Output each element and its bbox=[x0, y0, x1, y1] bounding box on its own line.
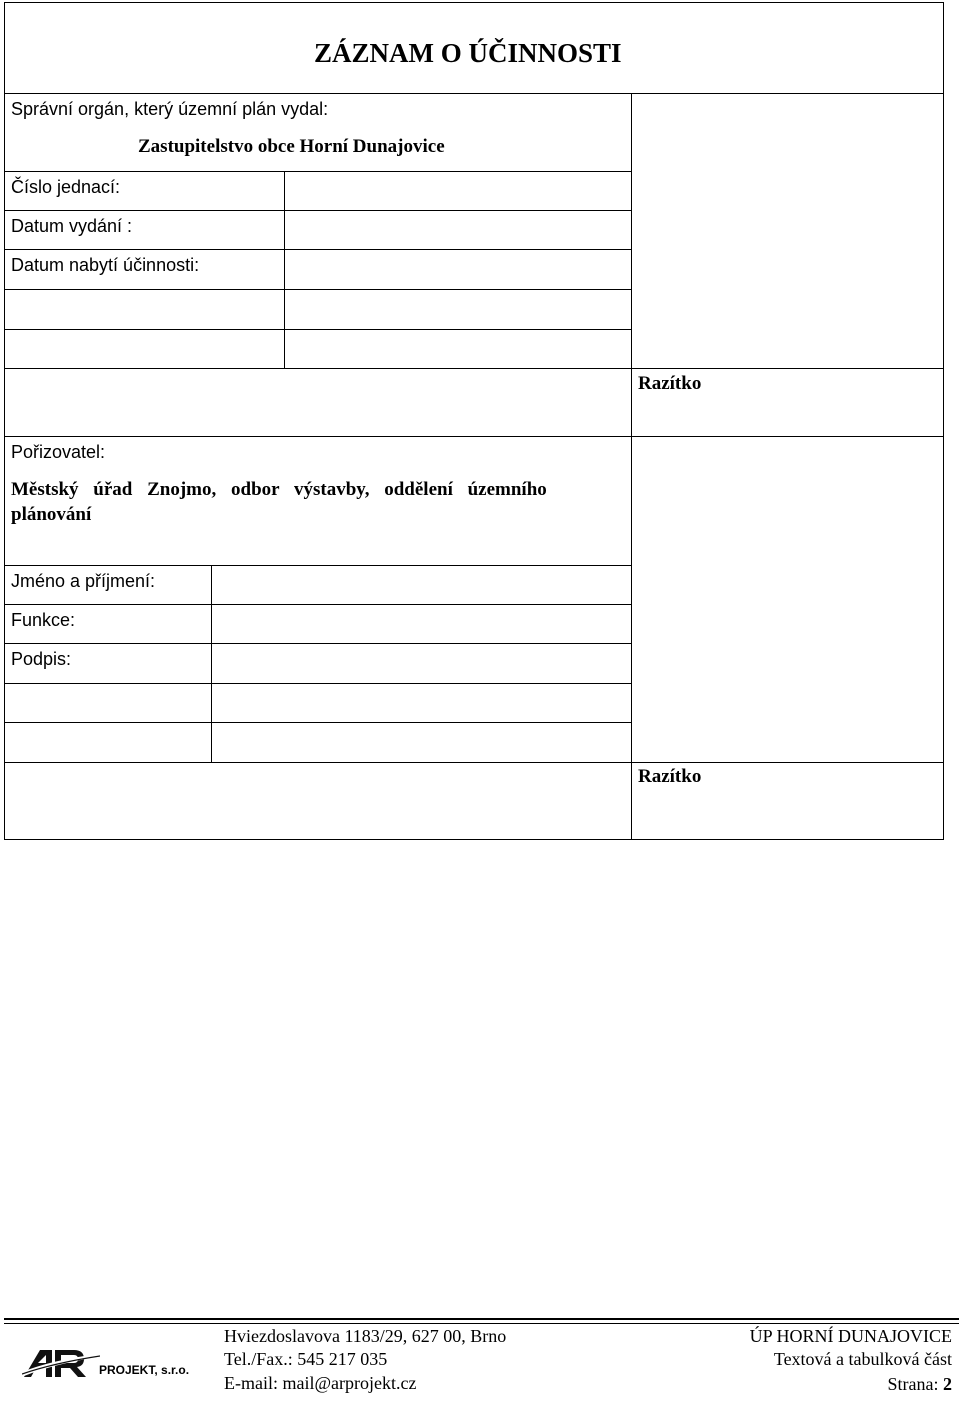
porizovatel-name-line1-text: Městský úřad Znojmo, odbor výstavby, oddělení územního bbox=[11, 479, 547, 500]
page-title: ZÁZNAM O ÚČINNOSTI bbox=[314, 38, 622, 68]
jmeno-label: Jméno a příjmení: bbox=[11, 571, 156, 591]
porizovatel-name-line1 bbox=[11, 479, 623, 501]
footer-doc-part: Textová a tabulková část bbox=[773, 1349, 952, 1369]
footer-doc-title: ÚP HORNÍ DUNAJOVICE bbox=[749, 1326, 952, 1346]
border-line bbox=[4, 604, 632, 605]
cislo-jednaci-label: Číslo jednací: bbox=[11, 177, 121, 197]
datum-nabyti-label: Datum nabytí účinnosti: bbox=[11, 255, 200, 275]
border-line bbox=[4, 368, 944, 369]
page-label: Strana: bbox=[887, 1374, 939, 1394]
border-line bbox=[284, 171, 285, 369]
logo-text: PROJEKT, s.r.o. bbox=[99, 1363, 190, 1377]
page-number: 2 bbox=[943, 1374, 952, 1394]
border-line bbox=[4, 436, 944, 437]
footer-rule bbox=[4, 1323, 959, 1324]
porizovatel-name-line2: plánování bbox=[11, 504, 92, 525]
border-line bbox=[4, 643, 632, 644]
border-line bbox=[4, 2, 944, 3]
border-line bbox=[4, 683, 632, 684]
border-line bbox=[4, 249, 632, 250]
footer-page bbox=[888, 1373, 953, 1395]
border-line bbox=[4, 329, 632, 330]
porizovatel-label: Pořizovatel: bbox=[11, 442, 106, 462]
funkce-label: Funkce: bbox=[11, 610, 76, 630]
datum-vydani-label: Datum vydání : bbox=[11, 216, 133, 236]
logo-mark bbox=[22, 1346, 100, 1380]
footer-email: E-mail: mail@arprojekt.cz bbox=[224, 1373, 417, 1393]
footer-phone: Tel./Fax.: 545 217 035 bbox=[224, 1349, 388, 1369]
stamp-label: Razítko bbox=[638, 766, 702, 787]
border-line bbox=[211, 565, 212, 763]
border-line bbox=[4, 762, 944, 763]
border-line bbox=[4, 210, 632, 211]
border-line bbox=[4, 565, 632, 566]
border-line bbox=[943, 2, 944, 840]
company-logo bbox=[22, 1344, 197, 1382]
border-line bbox=[631, 436, 632, 840]
podpis-label: Podpis: bbox=[11, 649, 72, 669]
footer-rule bbox=[4, 1318, 959, 1320]
border-line bbox=[4, 839, 944, 840]
border-line bbox=[631, 93, 632, 437]
stamp-label: Razítko bbox=[638, 373, 702, 394]
border-line bbox=[4, 289, 632, 290]
footer-address: Hviezdoslavova 1183/29, 627 00, Brno bbox=[224, 1326, 507, 1346]
border-line bbox=[4, 171, 632, 172]
border-line bbox=[4, 722, 632, 723]
border-line bbox=[4, 2, 5, 840]
organ-name: Zastupitelstvo obce Horní Dunajovice bbox=[138, 136, 445, 157]
border-line bbox=[4, 93, 944, 94]
organ-label: Správní orgán, který územní plán vydal: bbox=[11, 99, 329, 119]
